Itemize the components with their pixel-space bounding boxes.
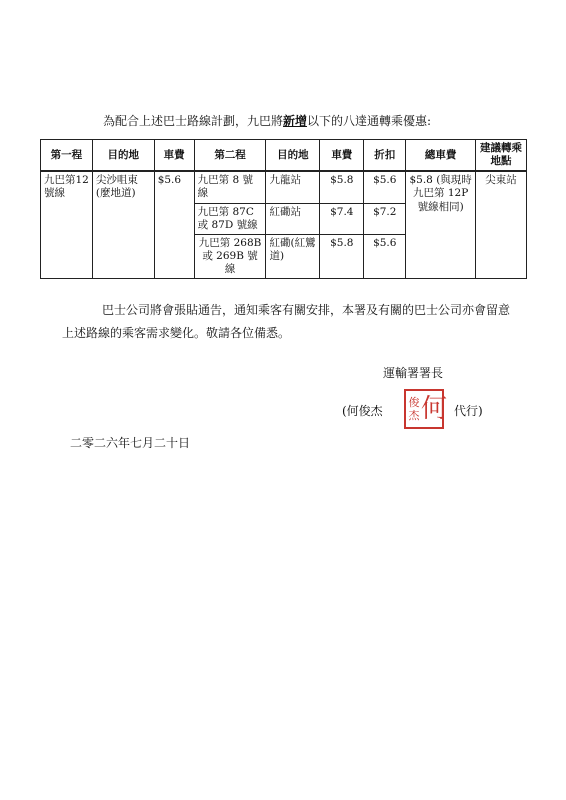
total-fare: $5.8 (與現時九巴第 12P 號線相同)	[406, 171, 476, 278]
seal-char-top: 俊	[408, 396, 420, 409]
signatory-name: (何俊杰	[342, 404, 383, 418]
table-row	[41, 171, 527, 203]
interchange-location: 尖東站	[476, 171, 527, 278]
second-leg-destination: 紅磡站	[266, 203, 320, 234]
intro-after: 以下的八達通轉乘優惠:	[307, 114, 432, 128]
header-total-fare: 總車費	[406, 140, 476, 172]
signatory-acting: 代行)	[454, 404, 483, 418]
second-leg-discount: $5.6	[364, 234, 406, 278]
second-leg-destination: 紅磡(紅鸞道)	[266, 234, 320, 278]
second-leg-route: 九巴第 87C 或 87D 號線	[194, 203, 266, 234]
seal-left-chars	[407, 396, 421, 422]
second-leg-discount: $5.6	[364, 171, 406, 203]
document-date: 二零二六年七月二十日	[70, 436, 191, 450]
fare-table	[40, 139, 527, 279]
header-fare-2: 車費	[320, 140, 364, 172]
second-leg-route: 九巴第 268B 或 269B 號線	[194, 234, 266, 278]
second-leg-fare: $5.8	[320, 234, 364, 278]
seal-right-char: 何	[421, 394, 448, 424]
header-first-leg: 第一程	[41, 140, 93, 172]
second-leg-discount: $7.2	[364, 203, 406, 234]
first-leg-destination: 尖沙咀東(麼地道)	[92, 171, 154, 278]
official-seal-icon	[404, 389, 448, 429]
header-destination-2: 目的地	[266, 140, 320, 172]
signatory-title: 運輸署署長	[383, 366, 444, 380]
intro-before: 為配合上述巴士路線計劃，九巴將	[103, 114, 284, 128]
header-interchange: 建議轉乘地點	[476, 140, 527, 172]
notice-paragraph: 巴士公司將會張貼通告，通知乘客有關安排，本署及有關的巴士公司亦會留意上述路線的乘客需求變化。敬請各位備悉。	[62, 303, 511, 340]
header-discount: 折扣	[364, 140, 406, 172]
header-fare-1: 車費	[154, 140, 194, 172]
intro-sentence	[103, 112, 431, 129]
table-header-row	[41, 140, 527, 172]
second-leg-destination: 九龍站	[266, 171, 320, 203]
first-leg-fare: $5.6	[154, 171, 194, 278]
second-leg-route: 九巴第 8 號線	[194, 171, 266, 203]
seal-char-bottom: 杰	[408, 409, 420, 422]
second-leg-fare: $5.8	[320, 171, 364, 203]
intro-underlined: 新增	[283, 114, 308, 128]
second-leg-fare: $7.4	[320, 203, 364, 234]
header-destination-1: 目的地	[92, 140, 154, 172]
first-leg-route: 九巴第12號線	[41, 171, 93, 278]
header-second-leg: 第二程	[194, 140, 266, 172]
